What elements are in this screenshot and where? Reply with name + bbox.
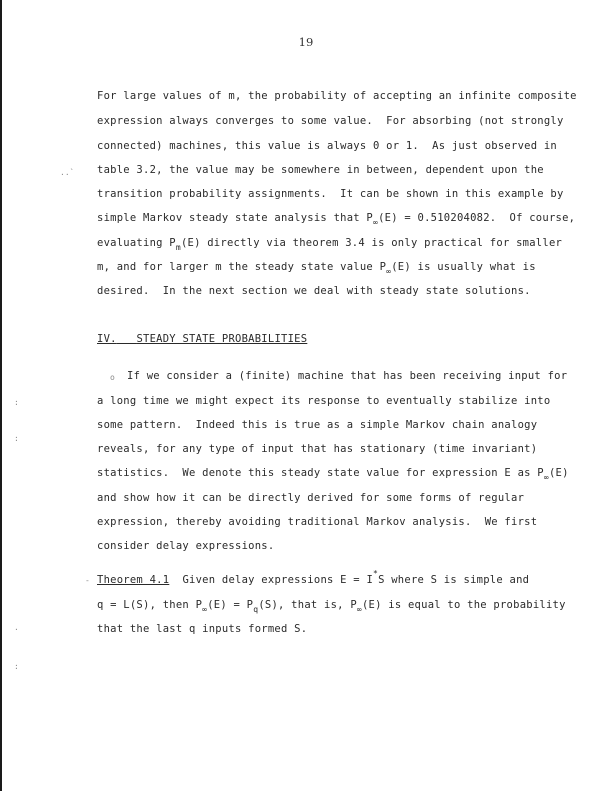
text-line: expression, thereby avoiding traditional Markov analysis. We first xyxy=(97,516,538,528)
theorem-line: that the last q inputs formed S. xyxy=(97,623,308,635)
text-line: a long time we might expect its response to eventually stabilize into xyxy=(97,395,551,407)
scan-mark: - xyxy=(85,576,90,585)
page-edge xyxy=(0,0,2,791)
text-line: connected) machines, this value is always 0 or 1. As just observed in xyxy=(97,140,558,152)
text-line: evaluating $P_m(E)$ directly via theorem 3.4 is only practical for smaller xyxy=(97,237,563,252)
scan-mark: o xyxy=(110,373,115,382)
text-line: expression always converges to some value. For absorbing (not strongly xyxy=(97,115,564,127)
text-line: simple Markov steady state analysis that $P_\infty(E) = 0.510204082$. Of course, xyxy=(97,212,576,227)
scan-mark: . xyxy=(14,623,19,632)
text-line: m, and for larger m the steady state value $P_\infty(E)$ is usually what is xyxy=(97,261,536,276)
scan-mark: : xyxy=(14,398,19,407)
page-number: 19 xyxy=(298,35,314,49)
text-line: and show how it can be directly derived for some forms of regular xyxy=(97,492,525,504)
text-line: For large values of m, the probability of accepting an infinite composite xyxy=(97,90,577,102)
text-line: reveals, for any type of input that has stationary (time invariant) xyxy=(97,443,538,455)
scan-mark: ..` xyxy=(60,168,75,177)
scan-mark: : xyxy=(14,662,19,671)
text-line: statistics. We denote this steady state value for expression E as $P_\infty(E)$ xyxy=(97,467,569,482)
theorem-line: q = L(S), then $P_\infty(E) = P_q(S)$, that is, $P_\infty(E)$ is equal to the probability xyxy=(97,599,566,614)
text-line: table 3.2, the value may be somewhere in between, dependent upon the xyxy=(97,164,544,176)
text-line: consider delay expressions. xyxy=(97,540,275,552)
text-line: desired. In the next section we deal with steady state solutions. xyxy=(97,285,531,297)
text-line: transition probability assignments. It can be shown in this example by xyxy=(97,188,564,200)
scan-mark: : xyxy=(14,434,19,443)
theorem-label: Theorem 4.1 xyxy=(97,574,170,586)
theorem-line: Theorem 4.1 Given delay expressions E = I*S where S is simple and xyxy=(97,569,530,586)
text-line: some pattern. Indeed this is true as a simple Markov chain analogy xyxy=(97,419,538,431)
text-line: If we consider a (finite) machine that has been receiving input for xyxy=(127,370,568,382)
section-heading: IV. STEADY STATE PROBABILITIES xyxy=(97,333,308,345)
